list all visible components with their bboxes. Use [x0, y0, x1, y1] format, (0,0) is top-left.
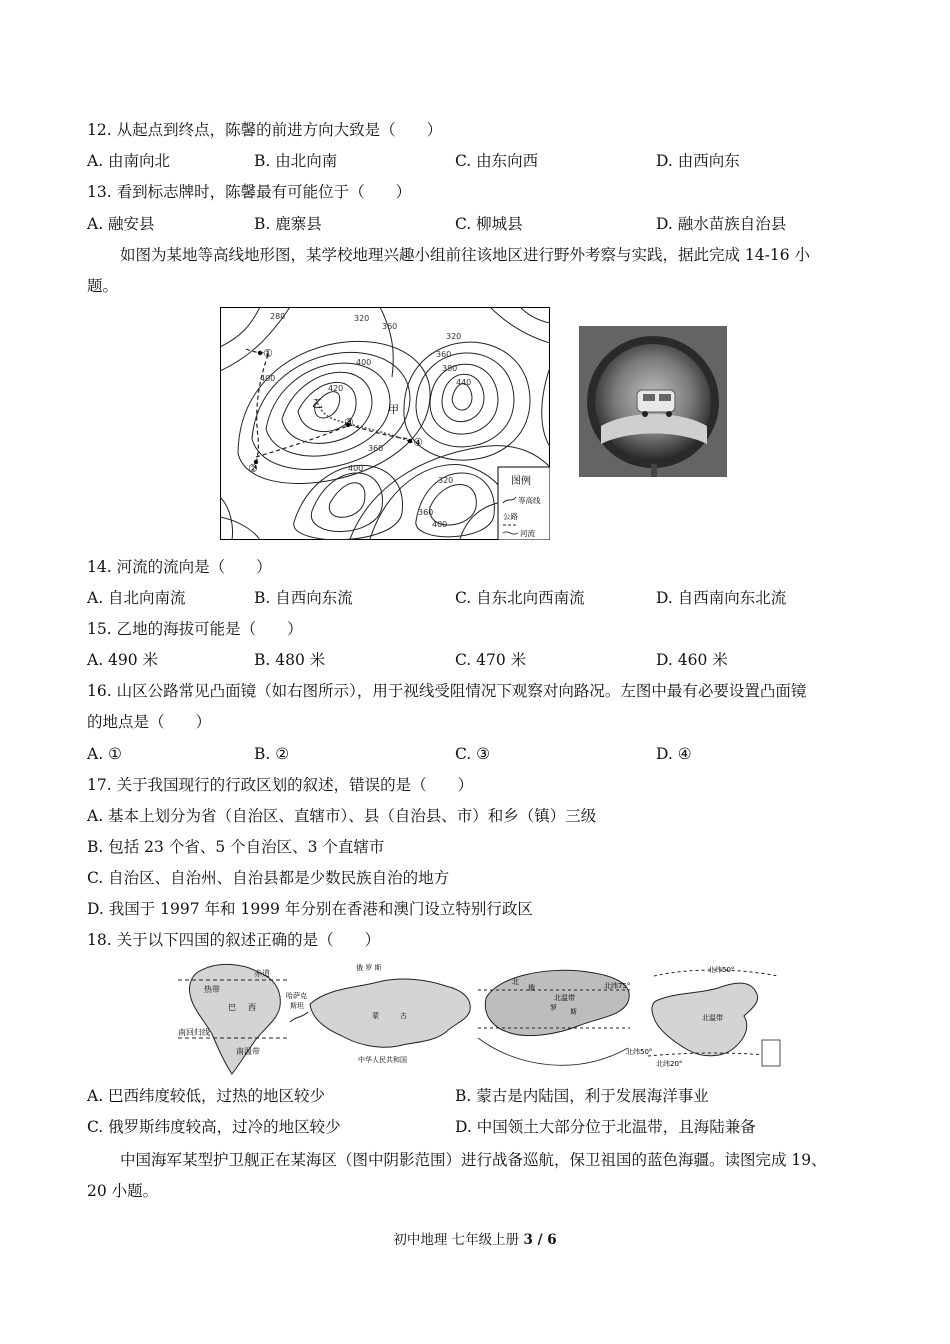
footer-page-number: 3 / 6	[523, 1232, 557, 1248]
q14-option-d[interactable]: D. 自西南向东北流	[656, 589, 787, 607]
q16-option-c[interactable]: C. ③	[455, 745, 491, 763]
contour-label: 420	[328, 384, 344, 393]
contour-label: 440	[456, 378, 472, 387]
intro-14-16-line1: 如图为某地等高线地形图，某学校地理兴趣小组前往该地区进行野外考察与实践，据此完成 14-16 小	[120, 246, 811, 264]
q13-stem: 13. 看到标志牌时，陈馨最有可能位于（ ）	[87, 183, 412, 201]
q15-option-d[interactable]: D. 460 米	[656, 651, 728, 669]
label-russia-lat50: 北纬50°	[626, 1048, 653, 1056]
contour-label: 400	[356, 358, 372, 367]
label-mongolia-2: 古	[400, 1012, 407, 1020]
contour-label: 360	[436, 350, 452, 359]
point-3: ③	[344, 416, 354, 429]
point-jia: 甲	[388, 403, 399, 416]
four-country-maps	[178, 958, 788, 1076]
label-kazakhstan-2: 斯坦	[290, 1002, 304, 1010]
q12-option-b[interactable]: B. 由北向南	[254, 152, 338, 170]
q17-option-a[interactable]: A. 基本上划分为省（自治区、直辖市）、县（自治县、市）和乡（镇）三级	[87, 807, 597, 825]
page-footer	[0, 1228, 950, 1248]
label-china-temperate: 北温带	[702, 1014, 723, 1022]
label-china-lat20: 北纬20°	[656, 1060, 683, 1068]
q13-option-a[interactable]: A. 融安县	[87, 215, 155, 233]
q15-option-c[interactable]: C. 470 米	[455, 651, 527, 669]
q14-option-b[interactable]: B. 自西向东流	[254, 589, 353, 607]
contour-label: 360	[368, 444, 384, 453]
china-map	[648, 965, 780, 1068]
legend-river: 河流	[520, 529, 535, 538]
q16-stem-line2: 的地点是（ ）	[87, 713, 212, 731]
q15-option-b[interactable]: B. 480 米	[254, 651, 326, 669]
point-2: ②	[248, 462, 258, 475]
intro-14-16-line2: 题。	[87, 277, 119, 295]
intro-19-20-line2: 20 小题。	[87, 1182, 159, 1200]
q12-option-c[interactable]: C. 由东向西	[455, 152, 539, 170]
contour-label: 320	[446, 332, 462, 341]
q13-option-c[interactable]: C. 柳城县	[455, 215, 523, 233]
q15-option-a[interactable]: A. 490 米	[87, 651, 159, 669]
contour-label: 360	[382, 322, 398, 331]
q13-option-b[interactable]: B. 鹿寨县	[254, 215, 322, 233]
label-russia-n1: 北	[512, 978, 519, 986]
q12-stem: 12. 从起点到终点，陈馨的前进方向大致是（ ）	[87, 121, 443, 139]
contour-label: 400	[260, 374, 276, 383]
label-china-lat50: 北纬50°	[708, 966, 735, 974]
label-mongolia-1: 蒙	[372, 1012, 379, 1020]
q17-option-c[interactable]: C. 自治区、自治州、自治县都是少数民族自治的地方	[87, 869, 450, 887]
label-north-temperate: 北温带	[554, 994, 575, 1002]
label-brazil-1: 巴	[228, 1003, 236, 1012]
q18-option-d[interactable]: D. 中国领土大部分位于北温带，且海陆兼备	[455, 1118, 756, 1136]
q18-stem: 18. 关于以下四国的叙述正确的是（ ）	[87, 931, 381, 949]
label-russia-n4: 斯	[570, 1008, 577, 1016]
q17-stem: 17. 关于我国现行的行政区划的叙述，错误的是（ ）	[87, 776, 474, 794]
q17-option-b[interactable]: B. 包括 23 个省、5 个自治区、3 个直辖市	[87, 838, 385, 856]
contour-label: 320	[438, 476, 454, 485]
contour-label: 320	[354, 314, 370, 323]
label-russia-n3: 罗	[550, 1004, 557, 1012]
legend-title: 图例	[511, 476, 531, 487]
label-tropic-zone: 热带	[204, 985, 220, 994]
label-russia: 俄 罗 斯	[356, 964, 382, 972]
q18-option-b[interactable]: B. 蒙古是内陆国，利于发展海洋事业	[455, 1087, 709, 1105]
label-tropic-capricorn: 南回归线	[178, 1028, 210, 1037]
label-prc: 中华人民共和国	[358, 1056, 407, 1064]
q16-option-b[interactable]: B. ②	[254, 745, 290, 763]
legend-contour: 等高线	[518, 496, 541, 505]
point-4: ④	[413, 436, 423, 449]
contour-label: 360	[418, 508, 434, 517]
label-brazil-2: 西	[248, 1003, 256, 1012]
legend-road: 公路	[503, 512, 518, 521]
q16-option-a[interactable]: A. ①	[87, 745, 122, 763]
footer-subject: 初中地理 七年级上册	[393, 1232, 524, 1248]
label-kazakhstan-1: 哈萨克	[286, 992, 307, 1000]
label-south-temperate: 南温带	[236, 1047, 260, 1056]
point-1: ①	[263, 347, 273, 360]
q12-option-d[interactable]: D. 由西向东	[656, 152, 740, 170]
q16-stem-line1: 16. 山区公路常见凸面镜（如右图所示），用于视线受阻情况下观察对向路况。左图中最有必要设置凸面镜	[87, 682, 807, 700]
q12-option-a[interactable]: A. 由南向北	[87, 152, 171, 170]
point-yi: 乙	[312, 397, 323, 410]
q16-option-d[interactable]: D. ④	[656, 745, 692, 763]
label-lat75: 北纬75°	[604, 982, 631, 990]
contour-label: 400	[348, 464, 364, 473]
q18-option-c[interactable]: C. 俄罗斯纬度较高，过冷的地区较少	[87, 1118, 341, 1136]
q18-option-a[interactable]: A. 巴西纬度较低，过热的地区较少	[87, 1087, 326, 1105]
contour-map	[220, 307, 550, 540]
q13-option-d[interactable]: D. 融水苗族自治县	[656, 215, 787, 233]
brazil-map	[178, 964, 288, 1074]
q14-option-a[interactable]: A. 自北向南流	[87, 589, 186, 607]
q14-stem: 14. 河流的流向是（ ）	[87, 558, 272, 576]
russia-map	[478, 970, 652, 1065]
q17-option-d[interactable]: D. 我国于 1997 年和 1999 年分别在香港和澳门设立特别行政区	[87, 900, 533, 918]
label-russia-n2: 俄	[528, 984, 535, 992]
mongolia-map	[286, 963, 470, 1064]
intro-19-20-line1: 中国海军某型护卫舰正在某海区（图中阴影范围）进行战备巡航，保卫祖国的蓝色海疆。读图完成 19、	[120, 1151, 827, 1169]
q15-stem: 15. 乙地的海拔可能是（ ）	[87, 620, 303, 638]
convex-mirror-photo	[579, 326, 727, 477]
contour-label: 380	[442, 364, 458, 373]
q14-option-c[interactable]: C. 自东北向西南流	[455, 589, 585, 607]
contour-label: 400	[432, 520, 448, 529]
contour-label: 280	[270, 312, 286, 321]
label-equator: 赤道	[254, 969, 270, 978]
